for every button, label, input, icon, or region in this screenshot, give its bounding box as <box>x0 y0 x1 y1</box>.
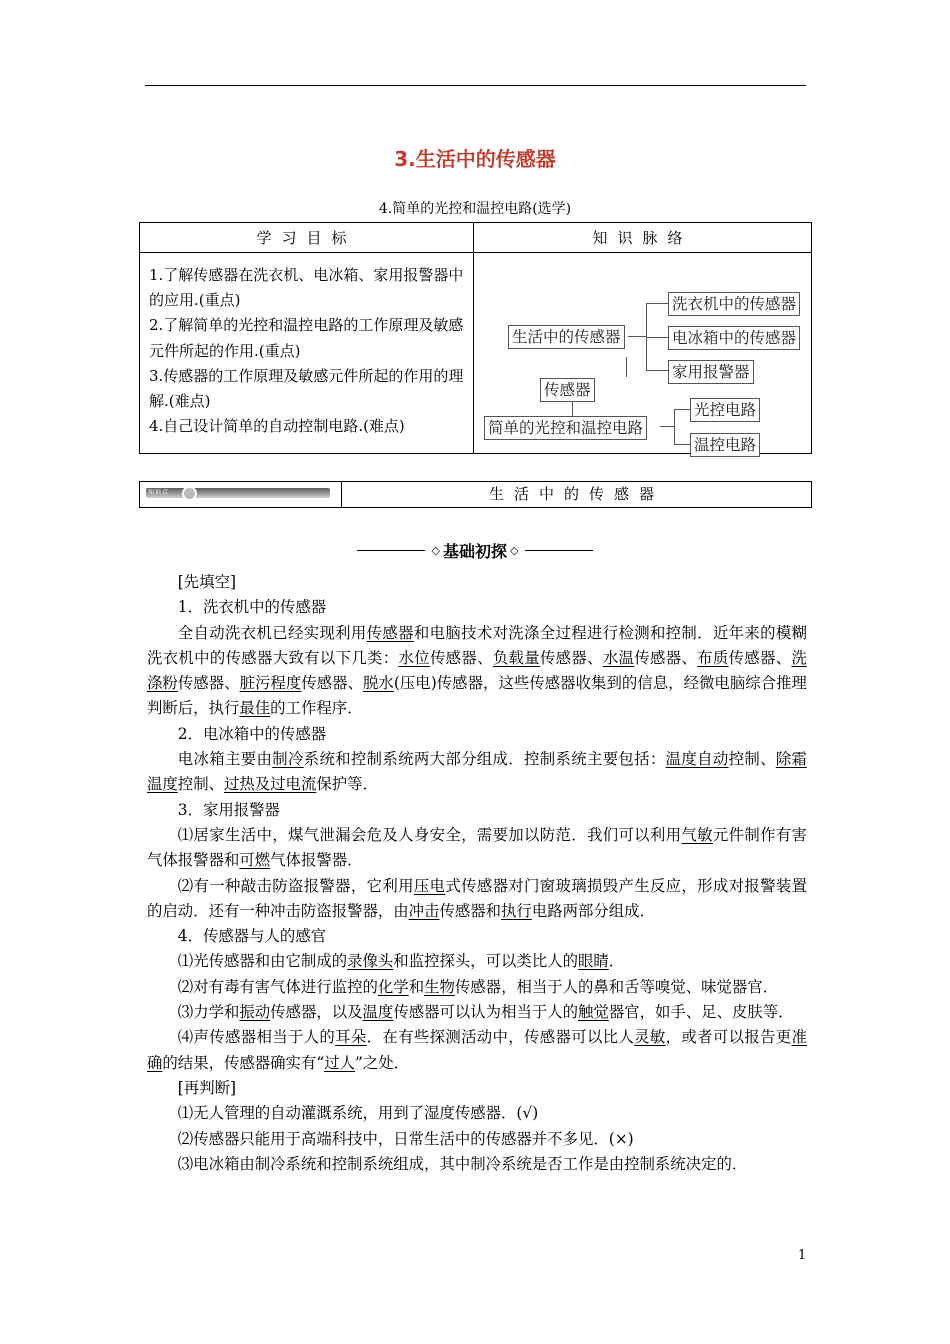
paragraph: ⑵对有毒有害气体进行监控的化学和生物传感器，相当于人的鼻和舌等嗅觉、味觉器官． <box>177 977 779 996</box>
goals-cell <box>140 253 474 454</box>
content-body <box>147 570 807 1177</box>
paragraph: ⑶力学和振动传感器，以及温度传感器可以认为相当于人的触觉器官，如手、足、皮肤等． <box>177 1003 794 1022</box>
map-node-fridge: 电冰箱中的传感器 <box>668 326 800 350</box>
knowledge-point-banner <box>139 481 812 508</box>
blank-answer: 压电 <box>413 876 446 895</box>
blank-answer: 脏污程度 <box>239 674 302 693</box>
goals-header: 学习目标 <box>140 223 474 253</box>
knowledge-map-diagram <box>474 253 811 453</box>
map-node-life-sensors: 生活中的传感器 <box>508 325 625 349</box>
judgement-item: ⑵传感器只能用于高端科技中，日常生活中的传感器并不多见．(×) <box>177 1129 634 1148</box>
banner-title: 生活中的传感器 <box>488 485 664 503</box>
header-rule <box>145 85 806 86</box>
judgement-item: ⑶电冰箱由制冷系统和控制系统组成，其中制冷系统是否工作是由控制系统决定的． <box>177 1154 748 1173</box>
page-title: 3.生活中的传感器 <box>394 147 556 171</box>
blank-answer: 布质 <box>697 648 729 667</box>
blank-answer: 传感器 <box>366 623 414 642</box>
blank-answer: 振动 <box>239 1003 271 1022</box>
blank-answer: 最佳 <box>239 699 271 718</box>
fill-label: [先填空] <box>177 573 236 591</box>
map-node-light-control: 光控电路 <box>690 398 760 422</box>
map-node-temp-control: 温控电路 <box>690 433 760 457</box>
goal-item: 2.了解简单的光控和温控电路的工作原理及敏感元件所起的作用.(重点) <box>149 316 464 360</box>
knowledge-map-header: 知识脉络 <box>474 223 812 253</box>
blank-answer: 录像头 <box>347 952 394 971</box>
blank-answer: 脱水 <box>362 674 394 693</box>
banner-tag: 知识点 <box>148 489 170 496</box>
blank-answer: 除霜温度 <box>147 750 807 794</box>
goal-item: 1.了解传感器在洗衣机、电冰箱、家用报警器中的应用.(重点) <box>149 266 464 310</box>
map-node-circuits: 简单的光控和温控电路 <box>484 416 647 440</box>
blank-answer: 耳朵 <box>335 1028 367 1047</box>
blank-answer: 眼睛 <box>578 952 609 971</box>
section-heading: 4．传感器与人的感官 <box>177 927 327 946</box>
blank-answer: 可燃 <box>239 851 271 870</box>
blank-answer: 水温 <box>602 648 635 667</box>
paragraph: ⑷声传感器相当于人的耳朵．在有些探测活动中，传感器可以比人灵敏，或者可以报告更准确的结果，传感器确实有“过人”之处． <box>147 1028 807 1072</box>
blank-answer: 水位 <box>398 648 430 667</box>
section-heading: 1．洗衣机中的传感器 <box>177 598 327 617</box>
paragraph: ⑵有一种敲击防盗报警器，它利用压电式传感器对门窗玻璃损毁产生反应，形成对报警装置的启动．还有一种冲击防盗报警器，由冲击传感器和执行电路两部分组成． <box>147 876 807 920</box>
blank-answer: 气敏 <box>681 825 713 844</box>
map-node-alarm: 家用报警器 <box>668 360 754 384</box>
diamond-icon: ◇ <box>431 544 440 557</box>
diamond-icon: ◇ <box>510 544 519 557</box>
blank-answer: 负载量 <box>492 648 540 667</box>
blank-answer: 温度自动 <box>665 750 729 769</box>
map-node-washer: 洗衣机中的传感器 <box>668 292 800 316</box>
paragraph: ⑴光传感器和由它制成的录像头和监控探头，可以类比人的眼睛． <box>177 952 625 971</box>
judgement-item: ⑴无人管理的自动灌溉系统，用到了湿度传感器．(√) <box>177 1104 539 1123</box>
section-title: 基础初探 <box>442 542 507 561</box>
blank-answer: 温度 <box>362 1003 394 1022</box>
banner-badge <box>140 482 342 507</box>
blank-answer: 过热及过电流 <box>223 775 317 794</box>
goals-table <box>139 222 812 454</box>
blank-answer: 冲击 <box>408 901 440 920</box>
section-header <box>0 539 950 562</box>
blank-answer: 化学 <box>377 977 409 996</box>
blank-answer: 准确 <box>147 1028 807 1072</box>
paragraph: ⑴居家生活中，煤气泄漏会危及人身安全，需要加以防范．我们可以利用气敏元件制作有害气体报警器和可燃气体报警器． <box>147 825 807 870</box>
paragraph: 全自动洗衣机已经实现利用传感器和电脑技术对洗涤全过程进行检测和控制．近年来的模糊洗衣机中的传感器大致有以下几类：水位传感器、负载量传感器、水温传感器、布质传感器、洗涤粉传感器、脏污程度传感器、脱水(压电)传感器，这些传感器收集到的信息，经微电脑综合推理判断后，执行最佳的工作程序． <box>147 623 807 718</box>
blank-answer: 洗涤粉 <box>147 648 807 693</box>
knowledge-map-cell <box>474 253 812 454</box>
section-heading: 2．电冰箱中的传感器 <box>177 724 327 743</box>
section-heading: 3．家用报警器 <box>177 800 280 819</box>
blank-answer: 制冷 <box>272 750 304 769</box>
map-node-sensor: 传感器 <box>540 378 595 402</box>
paragraph: 电冰箱主要由制冷系统和控制系统两大部分组成．控制系统主要包括：温度自动控制、除霜温度控制、过热及过电流保护等． <box>147 750 807 794</box>
blank-answer: 灵敏 <box>634 1028 666 1047</box>
goal-item: 3.传感器的工作原理及敏感元件所起的作用的理解.(难点) <box>149 366 464 411</box>
blank-answer: 过人 <box>324 1053 355 1072</box>
page-subtitle: 4.简单的光控和温控电路(选学) <box>378 201 572 217</box>
blank-answer: 执行 <box>501 901 532 920</box>
goal-item: 4.自己设计简单的自动控制电路.(难点) <box>149 417 405 436</box>
ring-icon <box>182 486 197 501</box>
judge-label: [再判断] <box>177 1078 236 1097</box>
goal-list <box>140 253 473 439</box>
blank-answer: 触觉 <box>578 1003 609 1022</box>
page-number: 1 <box>798 1248 807 1263</box>
blank-answer: 生物 <box>424 977 455 996</box>
